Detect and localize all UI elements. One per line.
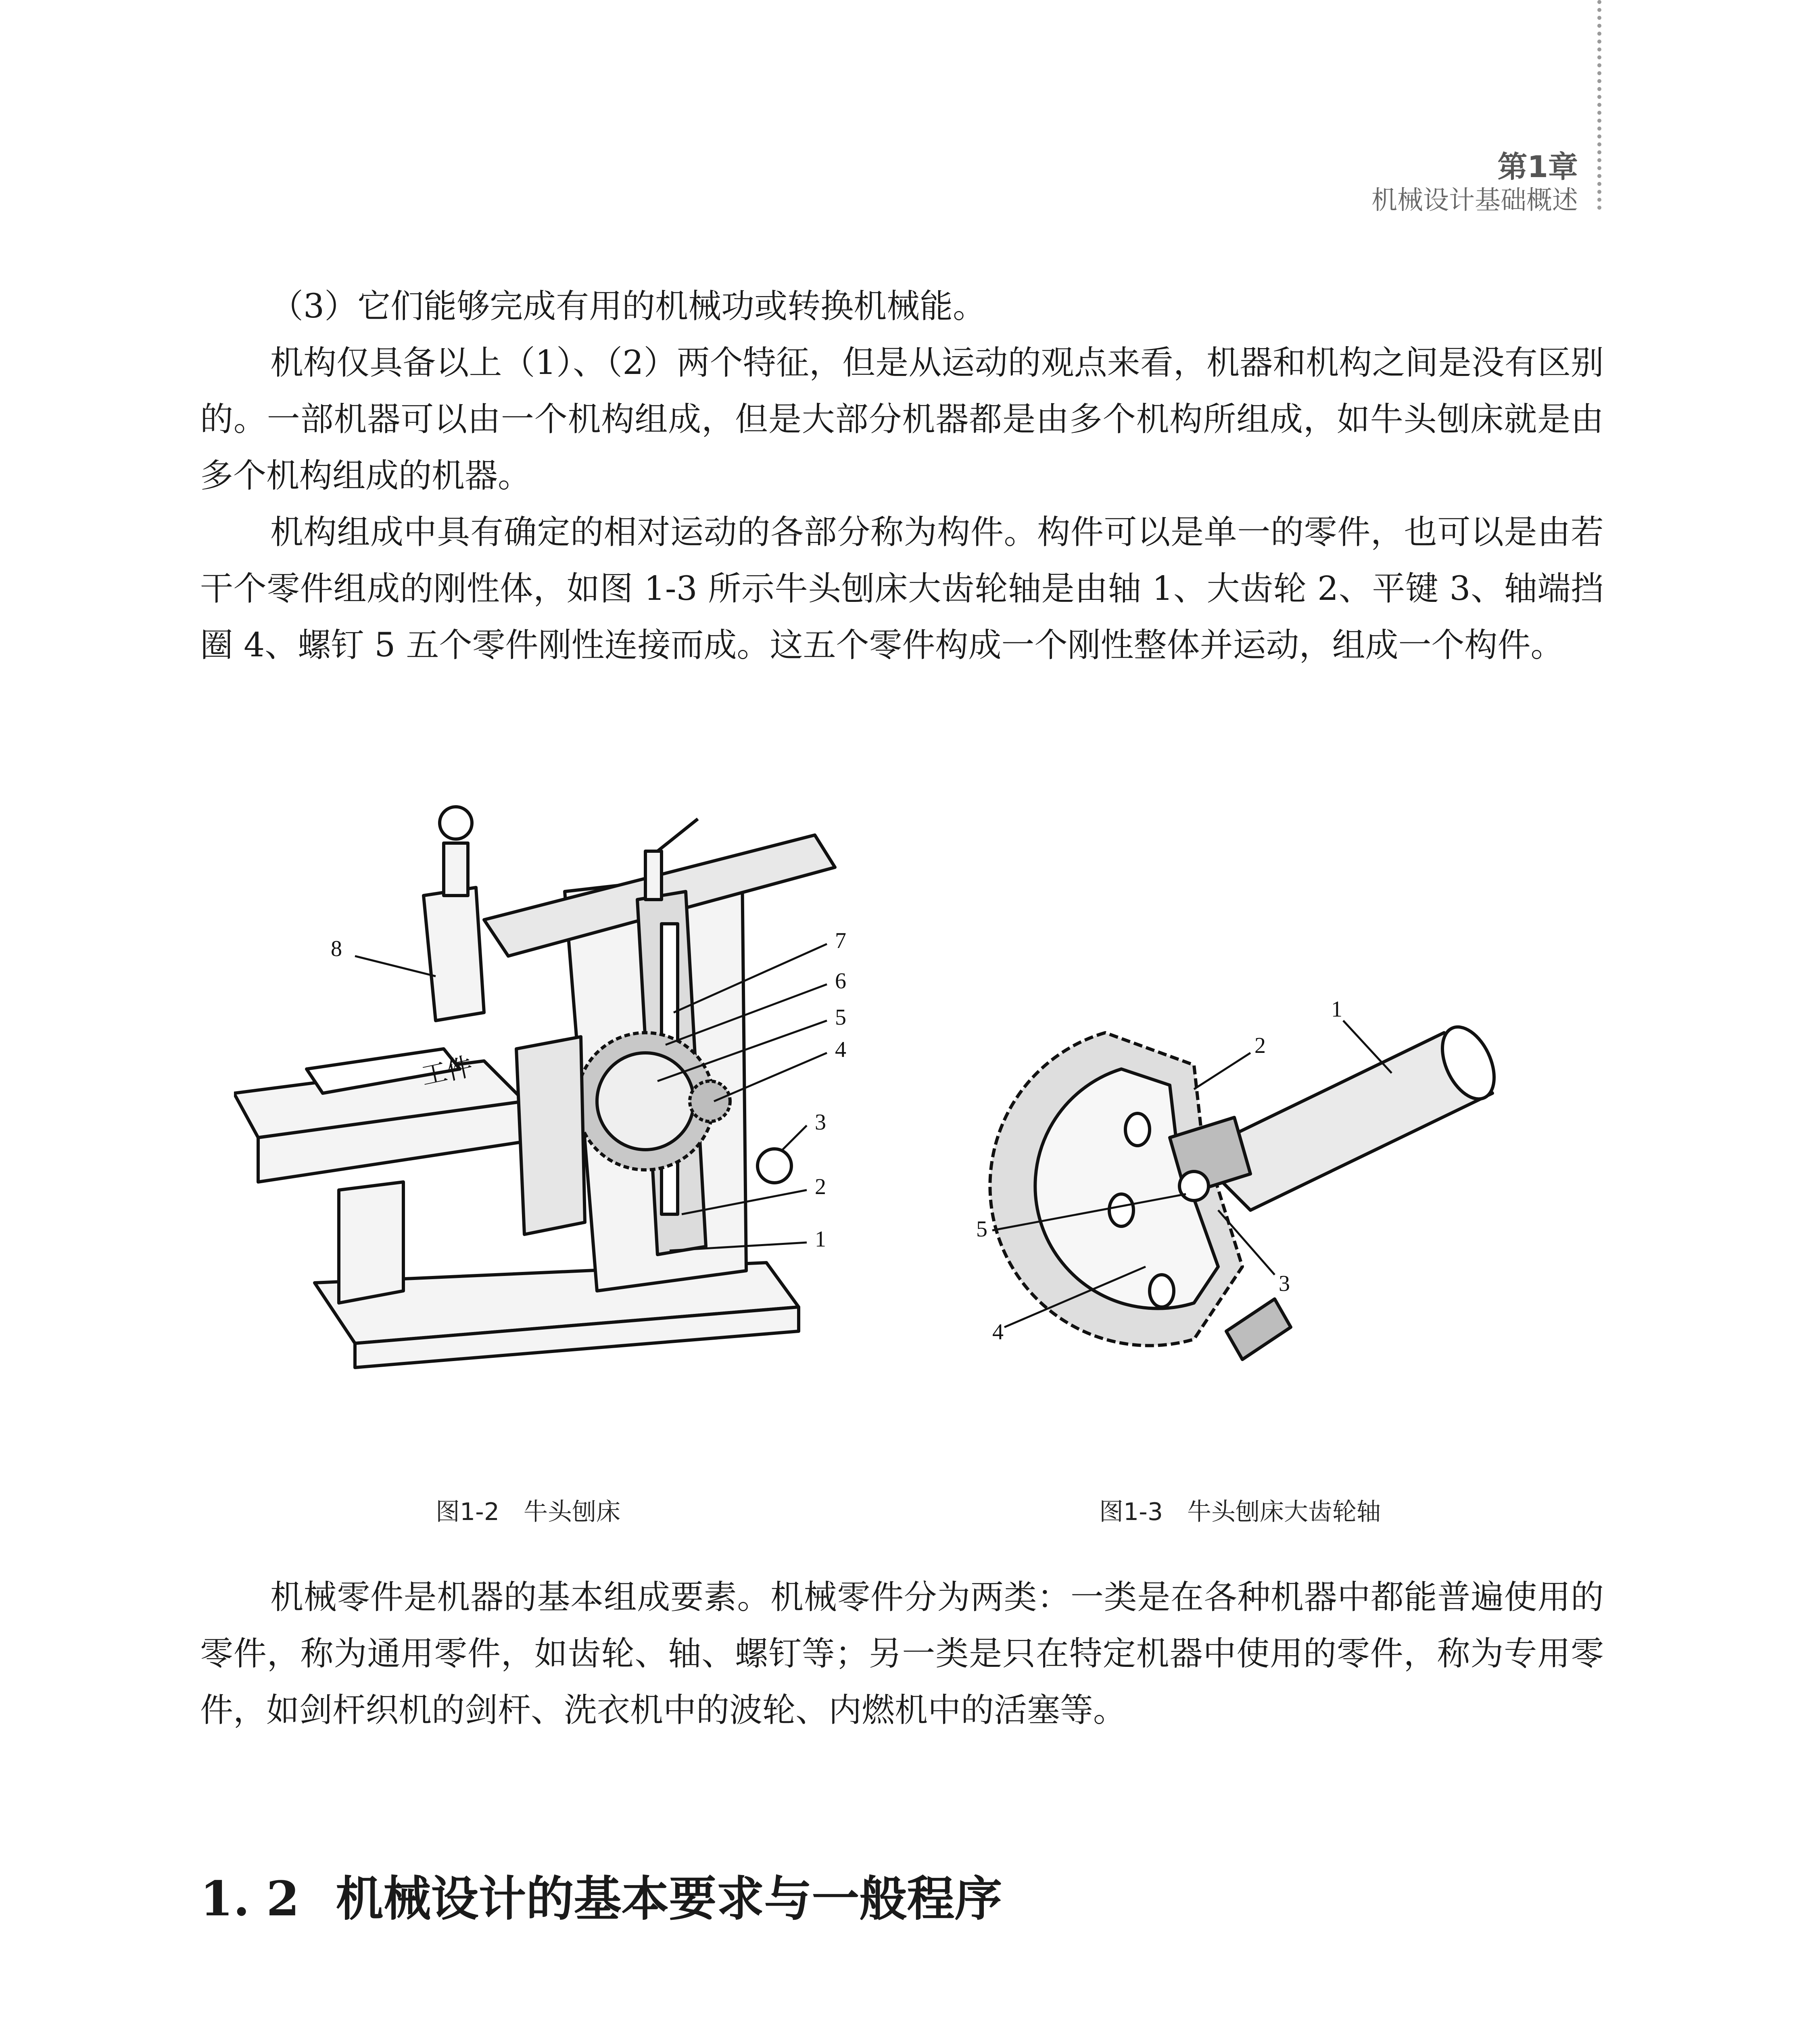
section-heading-1-2 bbox=[200, 1860, 1002, 1929]
callout-2: 2 bbox=[1254, 1033, 1266, 1058]
section-title: 机械设计的基本要求与一般程序 bbox=[336, 1871, 1002, 1927]
callout-4: 4 bbox=[835, 1037, 846, 1062]
chapter-number: 第1章 bbox=[1497, 150, 1578, 184]
figure-shaper-machine bbox=[234, 787, 879, 1372]
page-gutter-line bbox=[1597, 0, 1601, 210]
figure-1-3-label: 图1-3 bbox=[1099, 1498, 1163, 1526]
callout-1: 1 bbox=[815, 1227, 826, 1252]
figure-1-2-title: 牛头刨床 bbox=[524, 1498, 620, 1526]
callout-5: 5 bbox=[835, 1005, 846, 1030]
figure-1-3-title: 牛头刨床大齿轮轴 bbox=[1187, 1498, 1381, 1526]
callout-5: 5 bbox=[976, 1217, 987, 1242]
paragraph-4: 机械零件是机器的基本组成要素。机械零件分为两类：一类是在各种机器中都能普遍使用的零件，称为通用零件，如齿轮、轴、螺钉等；另一类是只在特定机器中使用的零件，称为专用零件，如剑杆织机的剑杆、洗衣机中的波轮、内燃机中的活塞等。 bbox=[200, 1578, 1604, 1729]
callout-1: 1 bbox=[1331, 997, 1342, 1022]
paragraph-2: 机构仅具备以上（1）、（2）两个特征，但是从运动的观点来看，机器和机构之间是没有区别的。一部机器可以由一个机构组成，但是大部分机器都是由多个机构所组成，如牛头刨床就是由多个机构组成的机器。 bbox=[200, 344, 1604, 495]
chapter-title: 机械设计基础概述 bbox=[1371, 186, 1578, 215]
figure-bull-gear-shaft bbox=[968, 984, 1553, 1388]
figure-1-2-label: 图1-2 bbox=[436, 1498, 499, 1526]
figure-1-2-caption bbox=[436, 1493, 620, 1527]
callout-6: 6 bbox=[835, 969, 846, 994]
callout-3: 3 bbox=[1279, 1271, 1290, 1296]
section-number: 1. 2 bbox=[200, 1871, 300, 1927]
paragraph-1: （3）它们能够完成有用的机械功或转换机械能。 bbox=[270, 287, 986, 326]
callout-2: 2 bbox=[815, 1174, 826, 1199]
callout-3: 3 bbox=[815, 1110, 826, 1135]
workpiece-label: 工件 bbox=[419, 1052, 476, 1091]
figure-1-3-caption bbox=[1099, 1493, 1381, 1527]
callout-4: 4 bbox=[992, 1320, 1004, 1345]
callout-8: 8 bbox=[331, 936, 342, 961]
paragraph-3: 机构组成中具有确定的相对运动的各部分称为构件。构件可以是单一的零件，也可以是由若干个零件组成的刚性体，如图 1-3 所示牛头刨床大齿轮轴是由轴 1、大齿轮 2、平键 3、轴端挡圈 4、螺钉 5 五个零件刚性连接而成。这五个零件构成一个刚性整体并运动，组成一个构件。 bbox=[200, 513, 1604, 664]
callout-7: 7 bbox=[835, 928, 846, 953]
